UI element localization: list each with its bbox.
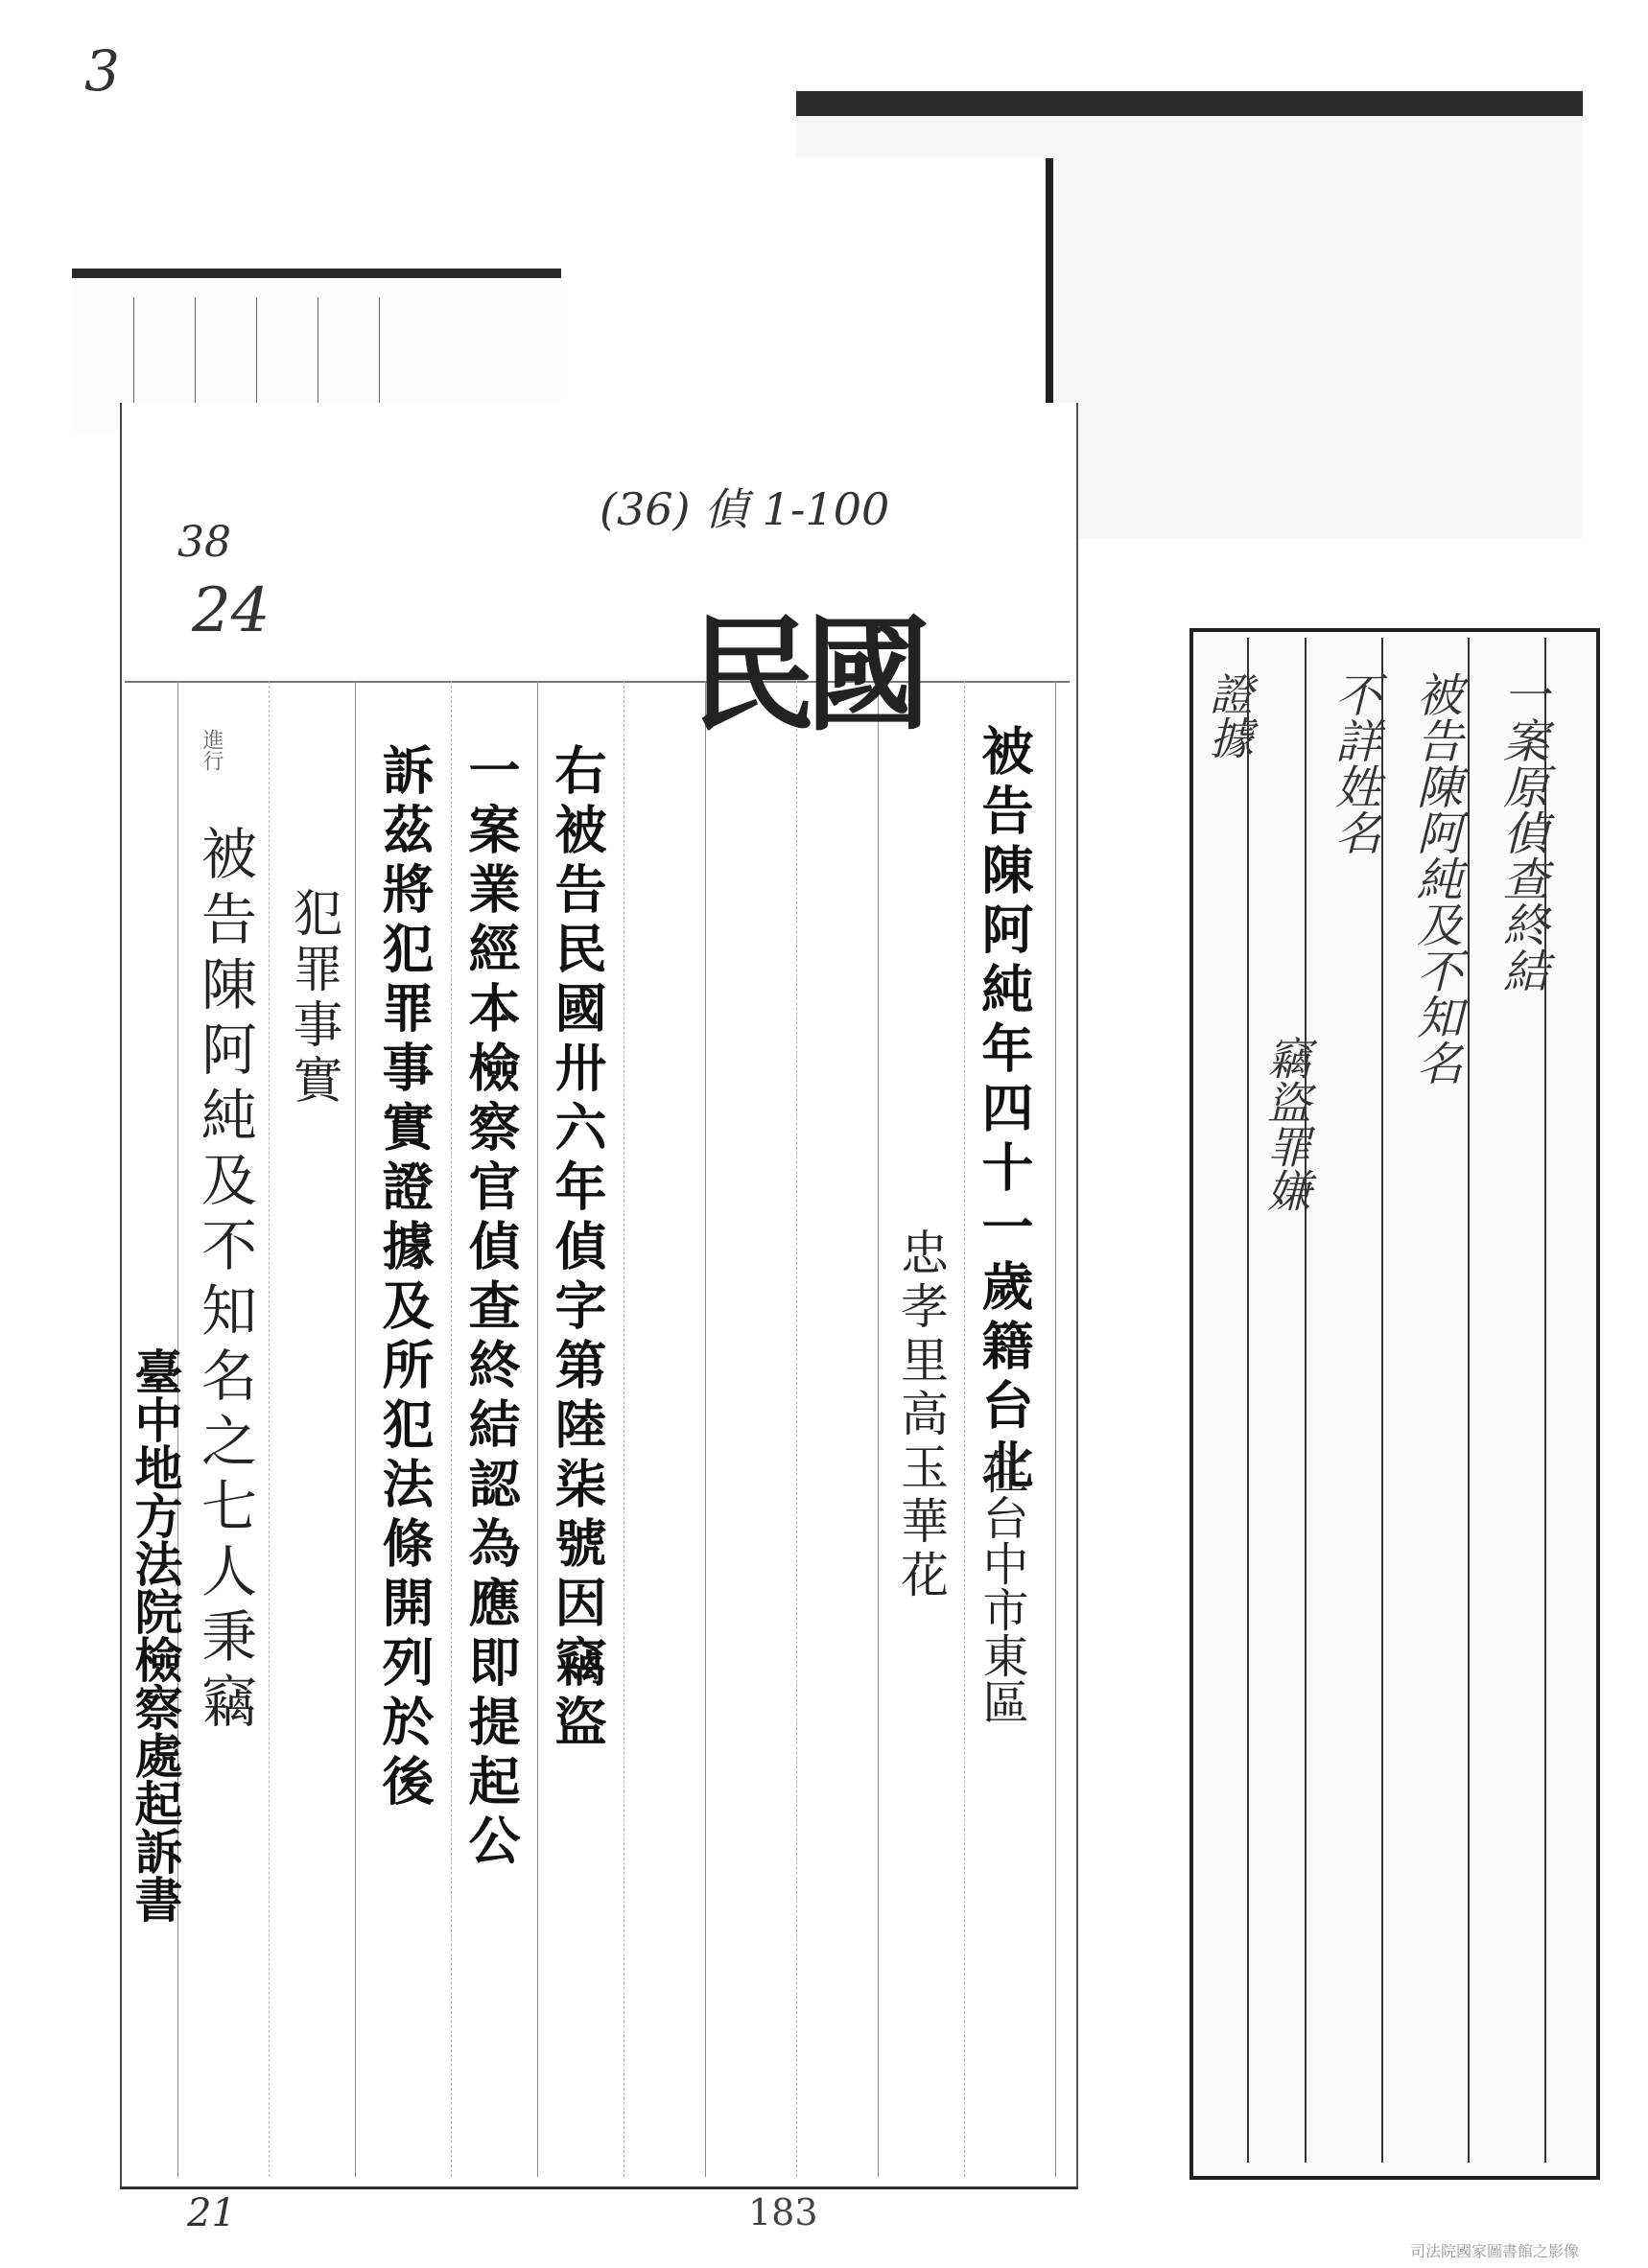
right-doc-column-5: 證據: [1202, 671, 1255, 760]
form-rule: [355, 681, 356, 2177]
defendant-sub-address: 忠孝里高玉華花: [893, 1228, 949, 1603]
background-paper-middle: [787, 158, 1053, 436]
grid-cell: [318, 297, 380, 412]
right-doc-column-4: 竊盜罪嫌: [1260, 1036, 1312, 1212]
page-number: 183: [748, 2191, 818, 2233]
right-doc-column-2: 被告陳阿純及不知名: [1408, 671, 1463, 1086]
bottom-left-mark: 21: [187, 2191, 236, 2235]
grid-cell: [195, 297, 257, 412]
form-rule: [1055, 681, 1056, 2177]
corner-page-number: 3: [84, 38, 120, 104]
grid-cell: [133, 297, 196, 412]
form-rule: [451, 681, 452, 2177]
folio-number-second: 24: [192, 575, 271, 646]
right-rule: [1381, 638, 1383, 2163]
defendant-address: 住台中市東區: [975, 1448, 1028, 1724]
form-rule: [705, 681, 706, 2177]
date-stamp: 民國: [691, 601, 922, 748]
grid-cell: [256, 297, 318, 412]
form-rule: [964, 681, 965, 2177]
grid-cell: [72, 297, 134, 412]
form-rule: [796, 681, 797, 2177]
form-rule: [269, 681, 270, 2177]
form-rule: [537, 681, 538, 2177]
archive-watermark: 司法院國家圖書館之影像: [1410, 2242, 1580, 2260]
footer-office-stamp: 臺中地方法院檢察處起訴書: [127, 1347, 184, 1923]
form-rule: [878, 681, 879, 2177]
charge-intro-line: 右被告民國卅六年偵字第陸柒號因竊盜: [547, 743, 608, 1754]
case-reference-note: (36) 偵 1-100: [600, 483, 890, 535]
defendant-line: 被告陳阿純年四十一歲籍台北: [974, 724, 1035, 1497]
charge-line-2: 一案業經本檢察官偵查終結認為應即提起公: [460, 743, 522, 1873]
right-rule: [1468, 638, 1470, 2163]
right-doc-column-3: 不詳姓名: [1327, 671, 1381, 855]
right-rule: [1305, 638, 1307, 2163]
crime-facts-text: 被告陳阿純及不知名之七人秉竊: [192, 825, 257, 1738]
side-label-progress: 進行: [200, 729, 224, 771]
right-doc-column-1: 一案原偵查終結: [1495, 671, 1549, 994]
crime-facts-heading: 犯罪事實: [284, 887, 341, 1110]
folio-number-top: 38: [177, 518, 231, 567]
right-rule: [1247, 638, 1249, 2163]
charge-line-3: 訴茲將犯罪事實證據及所犯法條開列於後: [374, 743, 436, 1813]
